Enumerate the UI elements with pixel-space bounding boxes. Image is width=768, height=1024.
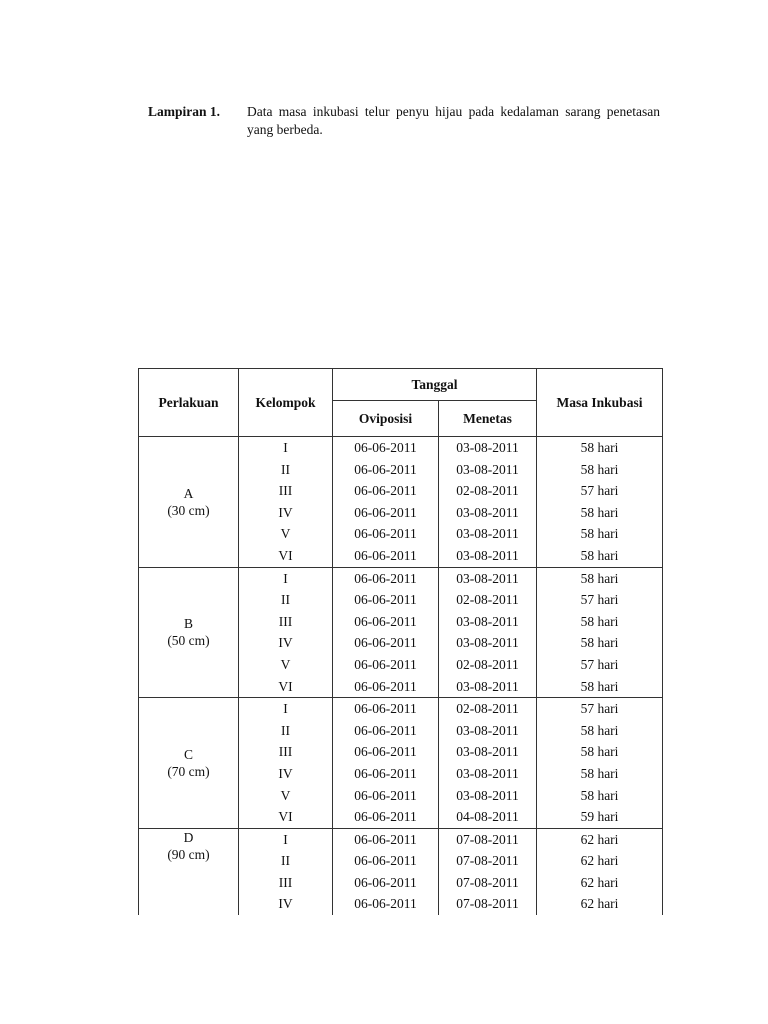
oviposisi-cell: 06-06-2011 (333, 654, 439, 676)
masa-inkubasi-cell: 58 hari (537, 785, 663, 807)
oviposisi-cell: 06-06-2011 (333, 459, 439, 481)
table-row (139, 698, 663, 720)
masa-inkubasi-cell: 58 hari (537, 676, 663, 698)
oviposisi-cell: 06-06-2011 (333, 437, 439, 459)
menetas-cell: 07-08-2011 (439, 872, 537, 894)
oviposisi-cell: 06-06-2011 (333, 523, 439, 545)
masa-inkubasi-cell: 58 hari (537, 763, 663, 785)
table-header (139, 369, 663, 437)
kelompok-cell: V (239, 523, 333, 545)
oviposisi-cell: 06-06-2011 (333, 872, 439, 894)
kelompok-cell: IV (239, 502, 333, 524)
kelompok-cell: IV (239, 763, 333, 785)
oviposisi-cell: 06-06-2011 (333, 785, 439, 807)
masa-inkubasi-cell: 58 hari (537, 741, 663, 763)
menetas-cell: 07-08-2011 (439, 893, 537, 915)
kelompok-cell: IV (239, 632, 333, 654)
perlakuan-cell (139, 698, 239, 829)
kelompok-cell: II (239, 720, 333, 742)
kelompok-cell: VI (239, 806, 333, 828)
masa-inkubasi-cell: 58 hari (537, 502, 663, 524)
kelompok-cell: I (239, 828, 333, 850)
oviposisi-cell: 06-06-2011 (333, 676, 439, 698)
caption-text: Data masa inkubasi telur penyu hijau pada kedalaman sarang penetasan yang berbeda. (247, 104, 660, 137)
oviposisi-cell: 06-06-2011 (333, 806, 439, 828)
table-row (139, 437, 663, 459)
header-oviposisi: Oviposisi (333, 401, 439, 437)
kelompok-cell: II (239, 589, 333, 611)
kelompok-cell: III (239, 611, 333, 633)
perlakuan-depth: (30 cm) (167, 502, 210, 518)
masa-inkubasi-cell: 58 hari (537, 720, 663, 742)
oviposisi-cell: 06-06-2011 (333, 741, 439, 763)
incubation-table (138, 368, 663, 915)
menetas-cell: 03-08-2011 (439, 523, 537, 545)
table-caption (148, 103, 660, 139)
kelompok-cell: IV (239, 893, 333, 915)
caption-label: Lampiran 1. (148, 104, 221, 119)
kelompok-cell: I (239, 567, 333, 589)
oviposisi-cell: 06-06-2011 (333, 698, 439, 720)
menetas-cell: 02-08-2011 (439, 589, 537, 611)
menetas-cell: 02-08-2011 (439, 654, 537, 676)
header-kelompok: Kelompok (239, 369, 333, 437)
kelompok-cell: I (239, 437, 333, 459)
kelompok-cell: III (239, 872, 333, 894)
masa-inkubasi-cell: 59 hari (537, 806, 663, 828)
header-masa-inkubasi: Masa Inkubasi (537, 369, 663, 437)
masa-inkubasi-cell: 58 hari (537, 632, 663, 654)
menetas-cell: 04-08-2011 (439, 806, 537, 828)
perlakuan-cell (139, 437, 239, 568)
masa-inkubasi-cell: 62 hari (537, 872, 663, 894)
kelompok-cell: II (239, 459, 333, 481)
menetas-cell: 03-08-2011 (439, 741, 537, 763)
menetas-cell: 03-08-2011 (439, 632, 537, 654)
menetas-cell: 03-08-2011 (439, 720, 537, 742)
masa-inkubasi-cell: 58 hari (537, 545, 663, 567)
perlakuan-cell (139, 567, 239, 698)
menetas-cell: 03-08-2011 (439, 611, 537, 633)
masa-inkubasi-cell: 58 hari (537, 459, 663, 481)
oviposisi-cell: 06-06-2011 (333, 567, 439, 589)
perlakuan-cell (139, 828, 239, 915)
masa-inkubasi-cell: 58 hari (537, 611, 663, 633)
menetas-cell: 03-08-2011 (439, 676, 537, 698)
header-perlakuan: Perlakuan (139, 369, 239, 437)
masa-inkubasi-cell: 57 hari (537, 480, 663, 502)
oviposisi-cell: 06-06-2011 (333, 850, 439, 872)
kelompok-cell: II (239, 850, 333, 872)
menetas-cell: 03-08-2011 (439, 459, 537, 481)
perlakuan-name: A (183, 485, 194, 501)
masa-inkubasi-cell: 57 hari (537, 654, 663, 676)
perlakuan-name: D (183, 829, 194, 845)
masa-inkubasi-cell: 58 hari (537, 523, 663, 545)
oviposisi-cell: 06-06-2011 (333, 632, 439, 654)
header-tanggal: Tanggal (333, 369, 537, 401)
kelompok-cell: V (239, 654, 333, 676)
oviposisi-cell: 06-06-2011 (333, 720, 439, 742)
perlakuan-depth: (70 cm) (167, 763, 210, 779)
table-row (139, 828, 663, 850)
menetas-cell: 03-08-2011 (439, 545, 537, 567)
menetas-cell: 03-08-2011 (439, 785, 537, 807)
kelompok-cell: III (239, 741, 333, 763)
kelompok-cell: VI (239, 676, 333, 698)
kelompok-cell: I (239, 698, 333, 720)
menetas-cell: 07-08-2011 (439, 850, 537, 872)
oviposisi-cell: 06-06-2011 (333, 545, 439, 567)
perlakuan-depth: (90 cm) (167, 846, 210, 862)
oviposisi-cell: 06-06-2011 (333, 611, 439, 633)
header-menetas: Menetas (439, 401, 537, 437)
kelompok-cell: VI (239, 545, 333, 567)
oviposisi-cell: 06-06-2011 (333, 893, 439, 915)
masa-inkubasi-cell: 58 hari (537, 437, 663, 459)
perlakuan-name: B (183, 616, 193, 632)
kelompok-cell: III (239, 480, 333, 502)
perlakuan-depth: (50 cm) (167, 633, 210, 649)
masa-inkubasi-cell: 57 hari (537, 589, 663, 611)
oviposisi-cell: 06-06-2011 (333, 480, 439, 502)
menetas-cell: 03-08-2011 (439, 502, 537, 524)
oviposisi-cell: 06-06-2011 (333, 828, 439, 850)
menetas-cell: 03-08-2011 (439, 437, 537, 459)
table-row (139, 567, 663, 589)
menetas-cell: 02-08-2011 (439, 480, 537, 502)
masa-inkubasi-cell: 62 hari (537, 850, 663, 872)
oviposisi-cell: 06-06-2011 (333, 589, 439, 611)
masa-inkubasi-cell: 62 hari (537, 893, 663, 915)
perlakuan-name: C (183, 746, 193, 762)
table-body (139, 437, 663, 916)
menetas-cell: 02-08-2011 (439, 698, 537, 720)
kelompok-cell: V (239, 785, 333, 807)
masa-inkubasi-cell: 62 hari (537, 828, 663, 850)
masa-inkubasi-cell: 58 hari (537, 567, 663, 589)
masa-inkubasi-cell: 57 hari (537, 698, 663, 720)
menetas-cell: 03-08-2011 (439, 763, 537, 785)
menetas-cell: 03-08-2011 (439, 567, 537, 589)
oviposisi-cell: 06-06-2011 (333, 502, 439, 524)
oviposisi-cell: 06-06-2011 (333, 763, 439, 785)
menetas-cell: 07-08-2011 (439, 828, 537, 850)
